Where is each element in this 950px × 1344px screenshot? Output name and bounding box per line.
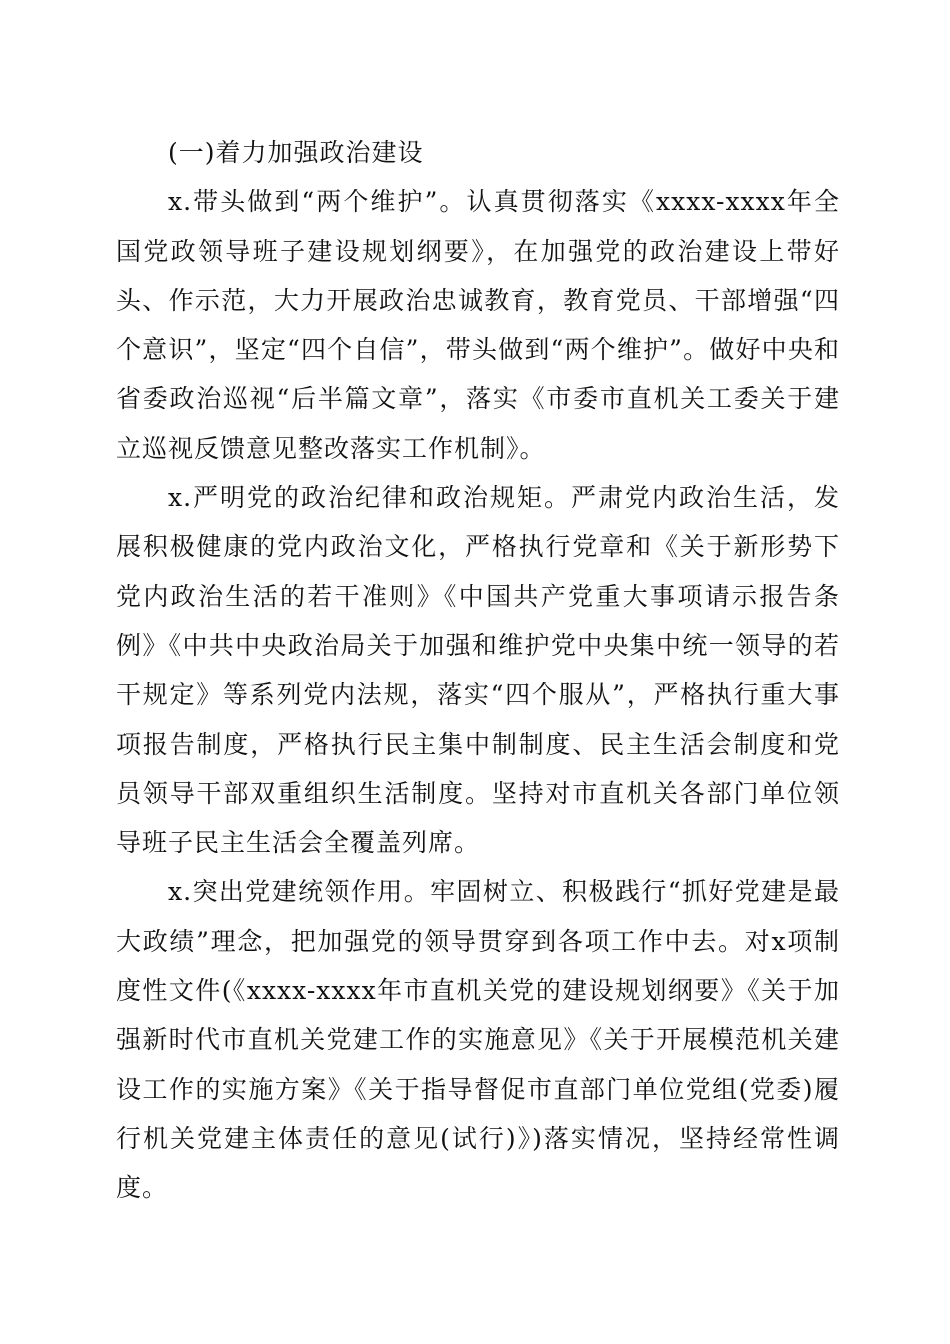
- paragraph-political-loyalty: x.带头做到“两个维护”。认真贯彻落实《xxxx-xxxx年全国党政领导班子建设规划纲要》，在加强党的政治建设上带好头、作示范，大力开展政治忠诚教育，教育党员、干部增强“四个意识”，坚定“四个自信”，带头做到“两个维护”。做好中央和省委政治巡视“后半篇文章”，落实《市委市直机关工委关于建立巡视反馈意见整改落实工作机制》。: [116, 187, 840, 463]
- paragraph-party-building-leadership: x.突出党建统领作用。牢固树立、积极践行“抓好党建是最大政绩”理念，把加强党的领导贯穿到各项工作中去。对x项制度性文件(《xxxx-xxxx年市直机关党的建设规划纲要》《关于加强新时代市直机关党建工作的实施意见》《关于开展模范机关建设工作的实施方案》《关于指导督促市直部门单位党组(党委)履行机关党建主体责任的意见(试行)》)落实情况，坚持经常性调度。: [116, 877, 840, 1203]
- paragraph-political-discipline: x.严明党的政治纪律和政治规矩。严肃党内政治生活，发展积极健康的党内政治文化，严格执行党章和《关于新形势下党内政治生活的若干准则》《中国共产党重大事项请示报告条例》《中共中央政治局关于加强和维护党中央集中统一领导的若干规定》等系列党内法规，落实“四个服从”，严格执行重大事项报告制度，严格执行民主集中制制度、民主生活会制度和党员领导干部双重组织生活制度。坚持对市直机关各部门单位领导班子民主生活会全覆盖列席。: [116, 483, 840, 858]
- document-body: [116, 128, 840, 1213]
- section-heading: (一)着力加强政治建设: [168, 138, 424, 167]
